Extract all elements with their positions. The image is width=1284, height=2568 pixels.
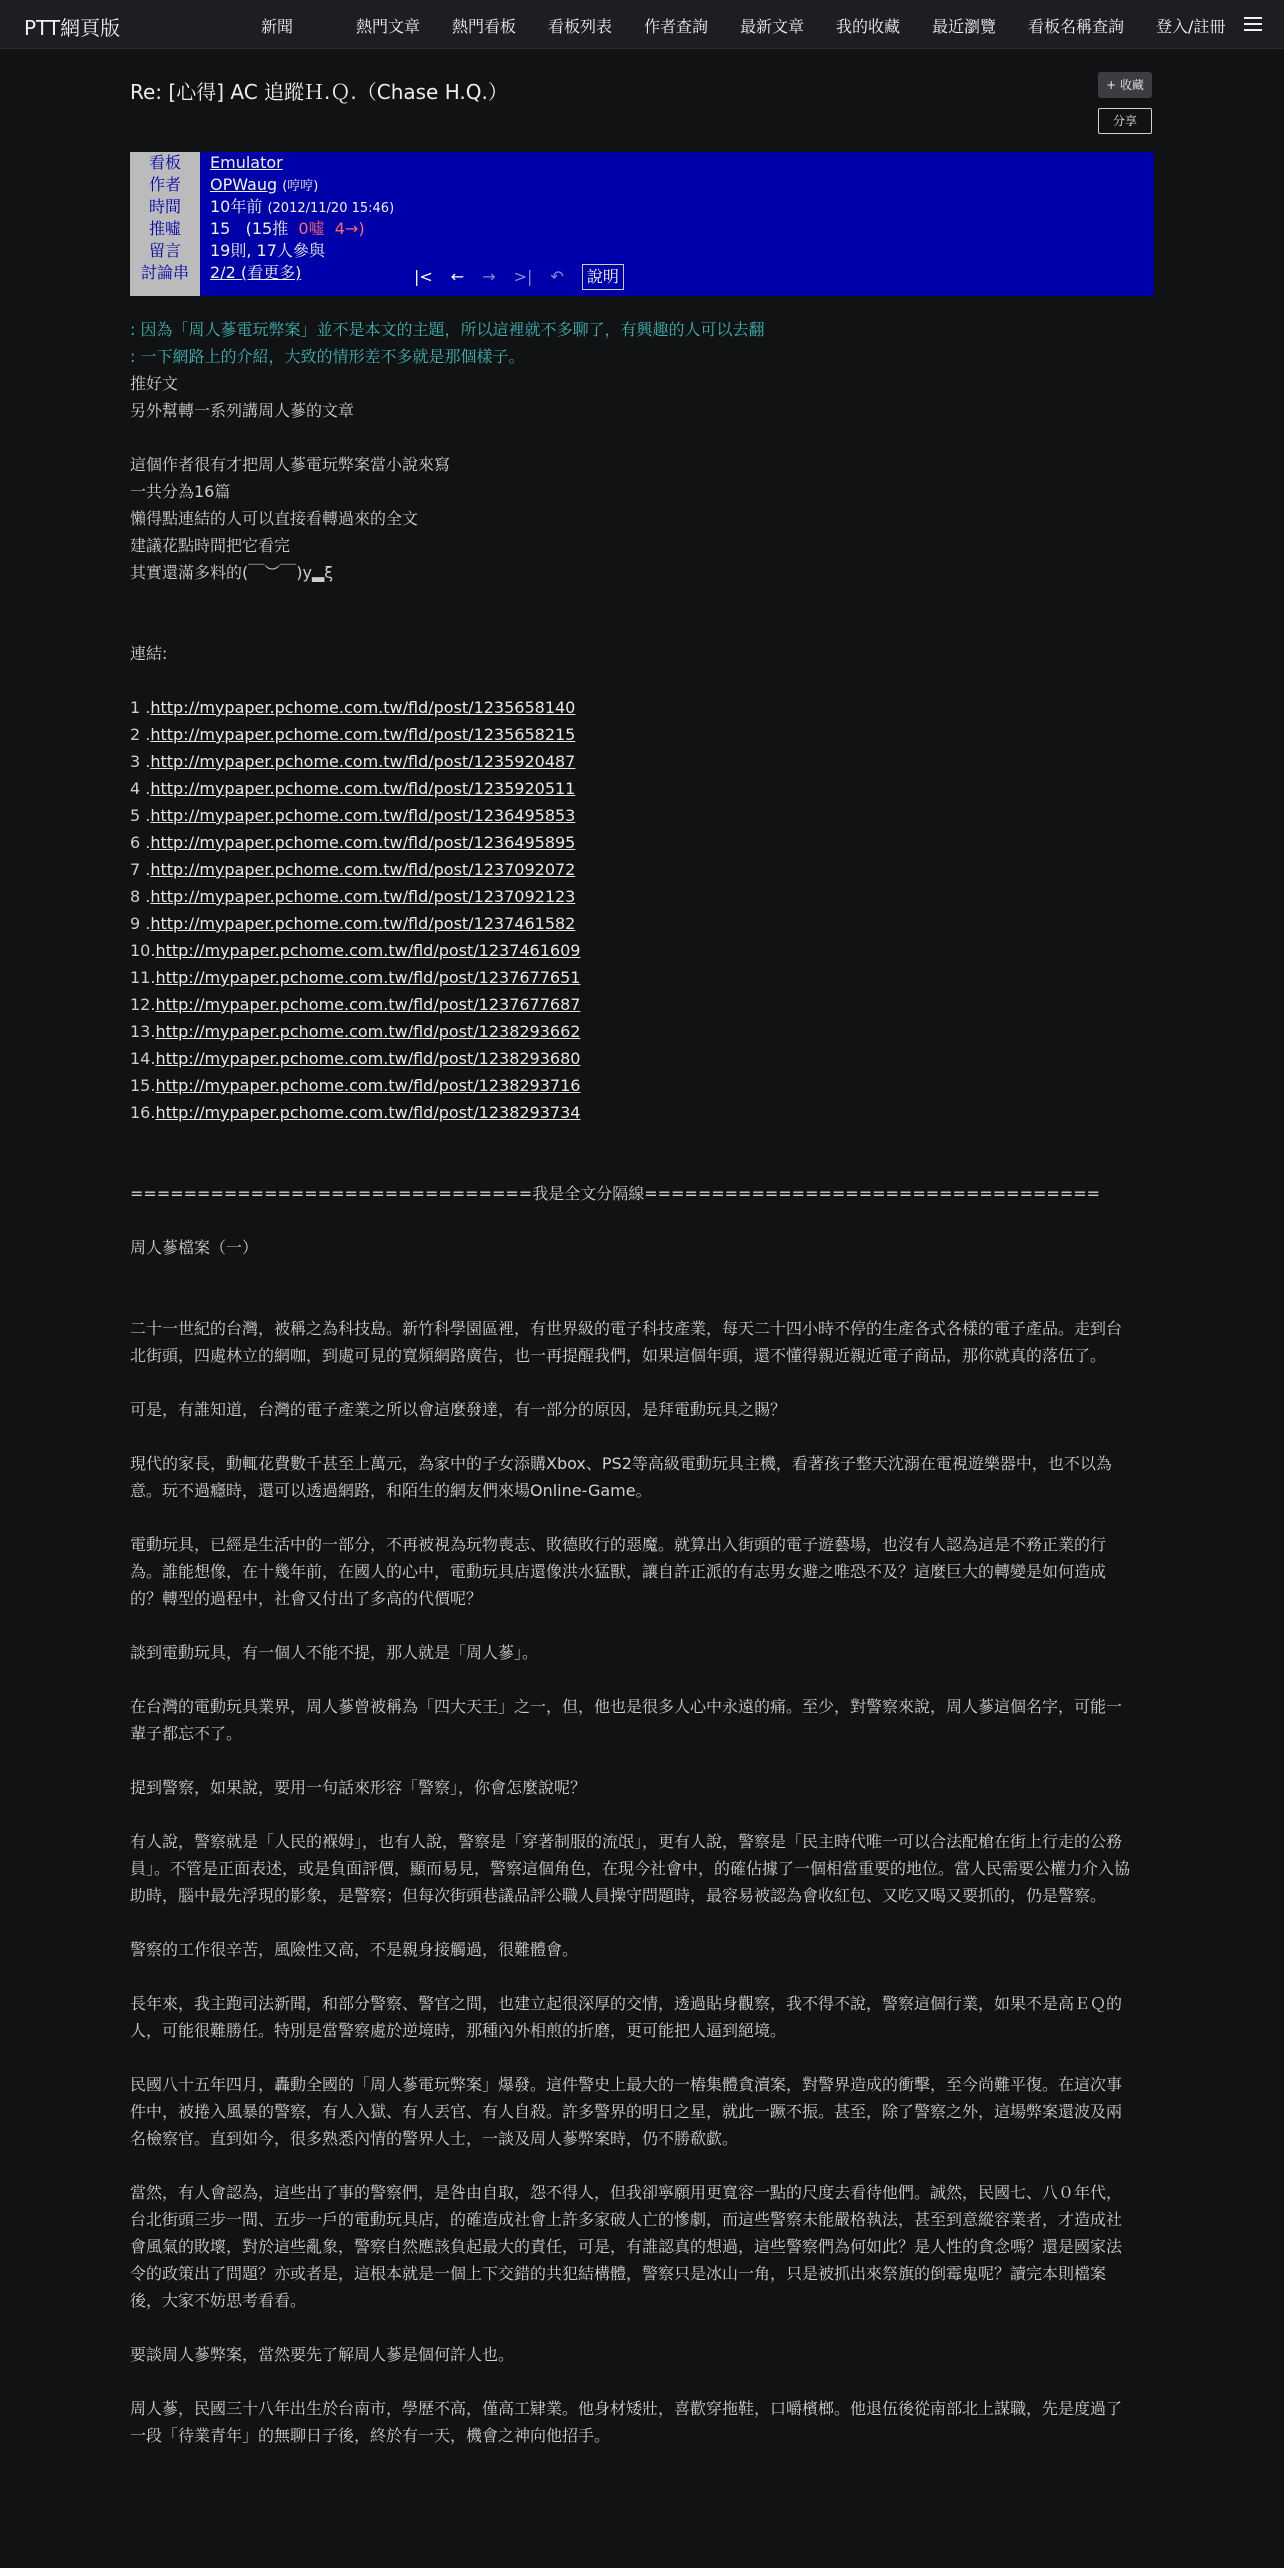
link-item <box>130 1018 1130 1045</box>
link-number: 11. <box>130 968 156 987</box>
paragraph: 長年來，我主跑司法新聞，和部分警察、警官之間，也建立起很深厚的交情，透過貼身觀察，我不得不說，警察這個行業，如果不是高ＥＱ的人，可能很難勝任。特別是當警察處於逆境時，那種內外相煎的折磨，更可能把人逼到絕境。 <box>130 1994 1123 2040</box>
last-page-icon[interactable]: >| <box>513 267 533 286</box>
board-link[interactable] <box>210 152 283 174</box>
article-body <box>130 316 1130 2449</box>
external-link[interactable]: http://mypaper.pchome.com.tw/fld/post/1235658140 <box>150 698 576 717</box>
link-item <box>130 829 1130 856</box>
text-line: 推好文 <box>130 374 179 393</box>
comment-label: 留言 <box>148 241 181 260</box>
paragraph: 在台灣的電動玩具業界，周人蔘曾被稱為「四大天王」之一，但，他也是很多人心中永遠的痛。至少，對警察來說，周人蔘這個名字，可能一輩子都忘不了。 <box>130 1697 1123 1743</box>
link-list <box>130 694 1130 1126</box>
quote-line: : 一下網路上的介紹，大致的情形差不多就是那個樣子。 <box>130 347 525 366</box>
time-value <box>210 196 394 220</box>
link-item <box>130 964 1130 991</box>
paragraph: 要談周人蔘弊案，當然要先了解周人蔘是個何許人也。 <box>130 2345 515 2364</box>
external-link[interactable]: http://mypaper.pchome.com.tw/fld/post/1236495853 <box>150 806 576 825</box>
thread-label: 討論串 <box>140 263 189 282</box>
first-page-icon[interactable]: |< <box>414 267 433 286</box>
paragraph: 民國八十五年四月，轟動全國的「周人蔘電玩弊案」爆發。這件警史上最大的一樁集體貪瀆案，對警界造成的衝擊，至今尚難平復。在這次事件中，被捲入風暴的警察，有人入獄、有人丟官、有人自殺。許多警界的明日之星，就此一蹶不振。甚至，除了警察之外，這場弊案還波及兩名檢察官。直到如今，很多熟悉內情的警界人士，一談及周人蔘弊案時，仍不勝欷歔。 <box>130 2075 1123 2148</box>
text-line: 建議花點時間把它看完 <box>130 536 291 555</box>
external-link[interactable]: http://mypaper.pchome.com.tw/fld/post/1237677651 <box>155 968 581 987</box>
text-line: 這個作者很有才把周人蔘電玩弊案當小說來寫 <box>130 455 451 474</box>
push-value <box>210 218 365 240</box>
paragraph: 可是，有誰知道，台灣的電子產業之所以會這麼發達，有一部分的原因，是拜電動玩具之賜？ <box>130 1400 787 1419</box>
external-link[interactable]: http://mypaper.pchome.com.tw/fld/post/1235920487 <box>150 752 576 771</box>
main-nav <box>244 14 1246 37</box>
link-item <box>130 883 1130 910</box>
paragraph: 談到電動玩具，有一個人不能不提，那人就是「周人蔘」。 <box>130 1643 539 1662</box>
nav-hot-articles[interactable]: 熱門文章 <box>356 17 421 36</box>
nav-latest-articles[interactable]: 最新文章 <box>740 17 805 36</box>
push-label: 推噓 <box>148 219 181 238</box>
author-value <box>210 174 318 198</box>
add-favorite-button[interactable]: + 收藏 <box>1098 72 1152 98</box>
external-link[interactable]: http://mypaper.pchome.com.tw/fld/post/1237092072 <box>150 860 576 879</box>
link-number: 13. <box>130 1022 156 1041</box>
time-exact: (2012/11/20 15:46) <box>267 201 395 216</box>
paragraph: 周人蔘，民國三十八年出生於台南市，學歷不高，僅高工肄業。他身材矮壯，喜歡穿拖鞋，口嚼檳榔。他退伍後從南部北上謀職，先是度過了一段「待業青年」的無聊日子後，終於有一天，機會之神向他招手。 <box>130 2399 1123 2445</box>
paragraph: 當然，有人會認為，這些出了事的警察們，是咎由自取，怨不得人，但我卻寧願用更寬容一點的尺度去看待他們。誠然，民國七、八０年代，台北街頭三步一間、五步一戶的電動玩具店，的確造成社會上許多家破人亡的慘劇，而這些警察未能嚴格執法，甚至到意縱容業者，才造成社會風氣的敗壞，對於這些亂象，警察自然應該負起最大的責任，可是，有誰認真的想過，這些警察們為何如此？是人性的貪念嗎？還是國家法令的政策出了問題？亦或者是，這根本就是一個上下交錯的共犯結構體，警察只是冰山一角，只是被抓出來祭旗的倒霉鬼呢？讀完本則檔案後，大家不妨思考看看。 <box>130 2183 1123 2310</box>
link-number: 9 . <box>130 914 151 933</box>
author-link[interactable]: OPWaug <box>210 175 278 194</box>
external-link[interactable]: http://mypaper.pchome.com.tw/fld/post/1238293680 <box>155 1049 581 1068</box>
external-link[interactable]: http://mypaper.pchome.com.tw/fld/post/1238293734 <box>155 1103 581 1122</box>
link-number: 6 . <box>130 833 151 852</box>
thread-navigation <box>414 264 642 290</box>
link-item <box>130 694 1130 721</box>
nav-board-list[interactable]: 看板列表 <box>548 17 613 36</box>
nav-hot-boards[interactable]: 熱門看板 <box>452 17 517 36</box>
divider-line: ==============================我是全文分隔線================================== <box>130 1184 1101 1203</box>
external-link[interactable]: http://mypaper.pchome.com.tw/fld/post/1237677687 <box>155 995 581 1014</box>
board-name[interactable]: Emulator <box>210 153 283 172</box>
text-line: 一共分為16篇 <box>130 482 231 501</box>
meta-row-comments <box>130 240 1154 262</box>
link-item <box>130 1099 1130 1126</box>
paragraph: 有人說，警察就是「人民的褓姆」，也有人說，警察是「穿著制服的流氓」，更有人說，警察是「民主時代唯一可以合法配槍在街上行走的公務員」。不管是正面表述，或是負面評價，顯而易見，警察這個角色，在現今社會中，的確佔據了一個相當重要的地位。當人民需要公權力介入協助時，腦中最先浮現的影象，是警察；但每次街頭巷議品評公職人員操守問題時，最容易被認為會收紅包、又吃又喝又要抓的，仍是警察。 <box>130 1832 1131 1905</box>
site-logo[interactable]: PTT網頁版 <box>24 16 121 40</box>
nav-my-favorites[interactable]: 我的收藏 <box>836 17 901 36</box>
link-item <box>130 1045 1130 1072</box>
link-item <box>130 721 1130 748</box>
meta-row-thread <box>130 262 1154 284</box>
undo-icon[interactable]: ↶ <box>550 267 564 286</box>
hamburger-icon[interactable] <box>1244 17 1262 31</box>
link-number: 3 . <box>130 752 151 771</box>
external-link[interactable]: http://mypaper.pchome.com.tw/fld/post/1237092123 <box>150 887 576 906</box>
link-item <box>130 910 1130 937</box>
thread-more-link[interactable]: 2/2 (看更多) <box>210 263 302 282</box>
text-line: 其實還滿多料的(￣︶￣)y▂ξ <box>130 563 334 582</box>
meta-row-time <box>130 196 1154 218</box>
link-item <box>130 775 1130 802</box>
comment-count: 19則, 17人參與 <box>210 241 325 260</box>
board-label: 看板 <box>148 153 181 172</box>
link-item <box>130 937 1130 964</box>
link-item <box>130 802 1130 829</box>
link-item <box>130 1072 1130 1099</box>
prev-arrow-icon[interactable]: ← <box>450 267 465 286</box>
link-number: 12. <box>130 995 156 1014</box>
meta-row-push <box>130 218 1154 240</box>
quote-line: : 因為「周人蔘電玩弊案」並不是本文的主題，所以這裡就不多聊了，有興趣的人可以去翻 <box>130 320 765 339</box>
article-title: Re: [心得] AC 追蹤Ｈ.Ｑ.（Chase H.Q.） <box>130 80 508 104</box>
links-label: 連結: <box>130 644 168 663</box>
paragraph: 提到警察，如果說，要用一句話來形容「警察」，你會怎麼說呢？ <box>130 1778 587 1797</box>
push-boo: 0噓 <box>298 219 325 238</box>
article-meta-box <box>130 152 1154 296</box>
link-item <box>130 856 1130 883</box>
link-number: 8 . <box>130 887 151 906</box>
text-line: 懶得點連結的人可以直接看轉過來的全文 <box>130 509 419 528</box>
top-navbar <box>0 0 1284 49</box>
link-number: 10. <box>130 941 156 960</box>
link-number: 1 . <box>130 698 151 717</box>
meta-row-author <box>130 174 1154 196</box>
nav-author-search[interactable]: 作者查詢 <box>644 17 709 36</box>
link-number: 5 . <box>130 806 151 825</box>
paragraph: 警察的工作很辛苦，風險性又高，不是親身接觸過，很難體會。 <box>130 1940 579 1959</box>
paragraph: 現代的家長，動輒花費數千甚至上萬元，為家中的子女添購Xbox、PS2等高級電動玩具主機，看著孩子整天沈溺在電視遊樂器中，也不以為意。玩不過癮時，還可以透過網路，和陌生的網友們來場Online-Game。 <box>130 1454 1112 1500</box>
push-breakdown: (15推 <box>245 219 289 238</box>
link-number: 15. <box>130 1076 156 1095</box>
external-link[interactable]: http://mypaper.pchome.com.tw/fld/post/1237461609 <box>155 941 581 960</box>
chapter-heading: 周人蔘檔案（一） <box>130 1238 259 1257</box>
push-total: 15 <box>210 219 231 238</box>
next-arrow-icon[interactable]: → <box>482 267 496 286</box>
time-label: 時間 <box>148 197 181 216</box>
help-button[interactable]: 說明 <box>582 264 624 290</box>
link-number: 2 . <box>130 725 151 744</box>
nav-recent-views[interactable]: 最近瀏覽 <box>932 17 997 36</box>
push-arrow: 4→) <box>334 219 365 238</box>
link-number: 4 . <box>130 779 151 798</box>
text-line: 另外幫轉一系列講周人蔘的文章 <box>130 401 355 420</box>
nav-board-name-search[interactable]: 看板名稱查詢 <box>1028 17 1125 36</box>
thread-value <box>210 262 619 286</box>
external-link[interactable]: http://mypaper.pchome.com.tw/fld/post/1238293716 <box>155 1076 581 1095</box>
nav-news[interactable]: 新聞 <box>261 17 294 36</box>
nav-login-register[interactable]: 登入/註冊 <box>1156 17 1226 36</box>
external-link[interactable]: http://mypaper.pchome.com.tw/fld/post/1237461582 <box>150 914 576 933</box>
link-number: 16. <box>130 1103 156 1122</box>
link-item <box>130 748 1130 775</box>
external-link[interactable]: http://mypaper.pchome.com.tw/fld/post/1236495895 <box>150 833 576 852</box>
share-button[interactable]: 分享 <box>1098 108 1152 134</box>
author-nick: (哼哼) <box>282 179 319 194</box>
external-link[interactable]: http://mypaper.pchome.com.tw/fld/post/1235920511 <box>150 779 576 798</box>
paragraph: 二十一世紀的台灣，被稱之為科技島。新竹科學園區裡，有世界級的電子科技產業，每天二十四小時不停的生產各式各樣的電子產品。走到台北街頭，四處林立的網咖，到處可見的寬頻網路廣告，也一再提醒我們，如果這個年頭，還不懂得親近親近電子商品，那你就真的落伍了。 <box>130 1319 1123 1365</box>
meta-row-board <box>130 152 1154 174</box>
time-relative: 10年前 <box>210 197 263 216</box>
paragraph: 電動玩具，已經是生活中的一部分，不再被視為玩物喪志、敗德敗行的惡魔。就算出入街頭的電子遊藝場，也沒有人認為這是不務正業的行為。誰能想像，在十幾年前，在國人的心中，電動玩具店還像洪水猛獸，讓自許正派的有志男女避之唯恐不及？這麼巨大的轉變是如何造成的？轉型的過程中，社會又付出了多高的代價呢？ <box>130 1535 1107 1608</box>
link-number: 14. <box>130 1049 156 1068</box>
link-number: 7 . <box>130 860 151 879</box>
external-link[interactable]: http://mypaper.pchome.com.tw/fld/post/1238293662 <box>155 1022 581 1041</box>
external-link[interactable]: http://mypaper.pchome.com.tw/fld/post/1235658215 <box>150 725 576 744</box>
author-label: 作者 <box>148 175 181 194</box>
link-item <box>130 991 1130 1018</box>
